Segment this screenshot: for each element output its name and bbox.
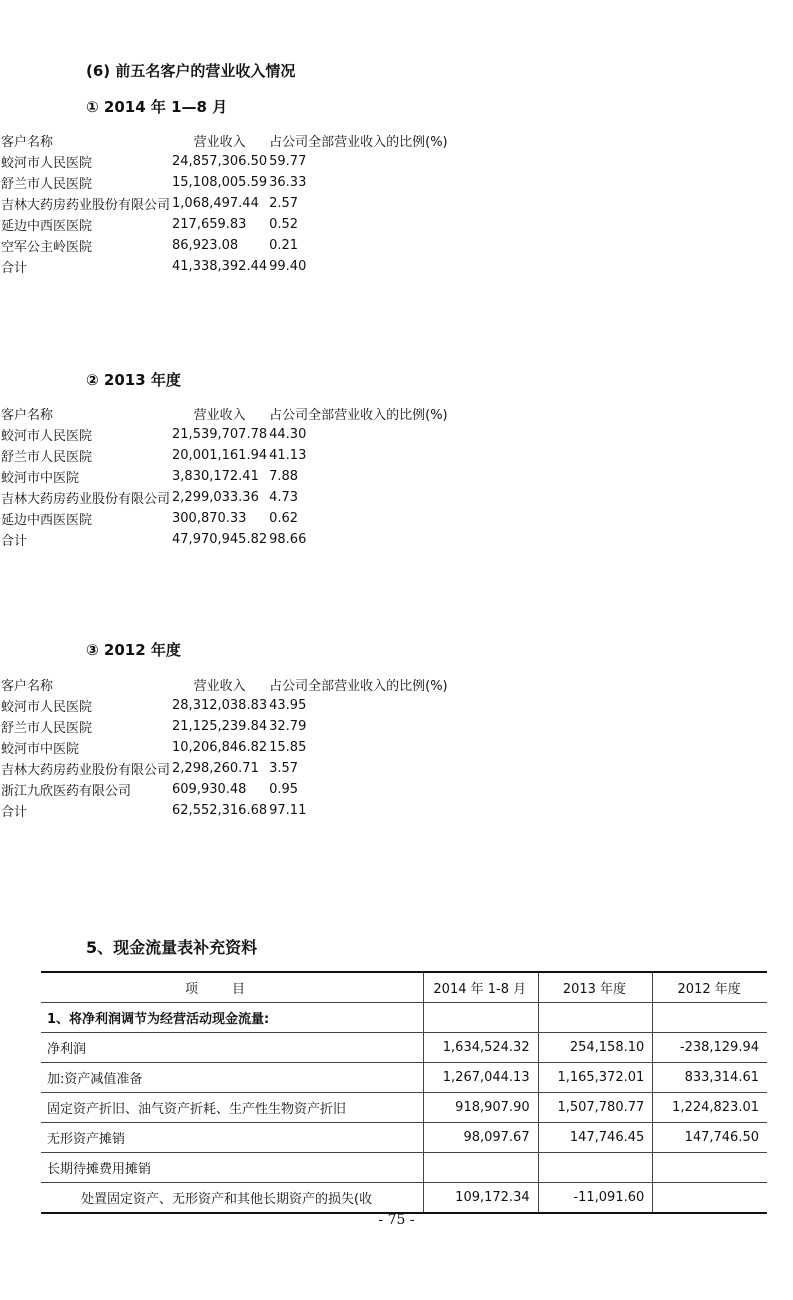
value-2013: 147,746.45 (538, 1123, 653, 1153)
header-item: 项目 (41, 972, 423, 1003)
customer-name: 吉林大药房药业股份有限公司 (1, 198, 171, 213)
header-2012: 2012 年度 (653, 972, 767, 1003)
customer-name: 蛟河市中医院 (1, 742, 80, 757)
customer-table-2012 (0, 674, 449, 821)
item-label: 1、将净利润调节为经营活动现金流量: (41, 1003, 423, 1033)
page-number: - 75 - (378, 1212, 415, 1228)
customer-name: 延边中西医医院 (1, 219, 93, 234)
header-revenue: 营业收入 (193, 135, 246, 150)
value-2012 (653, 1153, 767, 1183)
header-2014: 2014 年 1-8 月 (423, 972, 538, 1003)
table-row (41, 1093, 767, 1123)
value-2013: -11,091.60 (538, 1183, 653, 1214)
value-2012: 147,746.50 (653, 1123, 767, 1153)
header-customer: 客户名称 (1, 135, 54, 150)
customer-name: 吉林大药房药业股份有限公司 (1, 492, 171, 507)
table-row (0, 758, 449, 779)
customer-name: 蛟河市人民医院 (1, 700, 93, 715)
ratio-cell: 44.30 (269, 427, 307, 442)
table-row (0, 695, 449, 716)
value-2013 (538, 1153, 653, 1183)
revenue-cell: 3,830,172.41 (172, 469, 259, 484)
value-2012 (653, 1183, 767, 1214)
customer-name: 蛟河市中医院 (1, 471, 80, 486)
table-row (0, 424, 449, 445)
customer-name: 延边中西医医院 (1, 513, 93, 528)
header-ratio: 占公司全部营业收入的比例(%) (269, 679, 448, 694)
value-2014: 1,267,044.13 (423, 1063, 538, 1093)
table-row (41, 1153, 767, 1183)
customer-table-2014 (0, 130, 449, 277)
revenue-cell: 2,298,260.71 (172, 761, 259, 776)
value-2014: 1,634,524.32 (423, 1033, 538, 1063)
ratio-cell: 2.57 (269, 196, 299, 211)
total-revenue: 62,552,316.68 (172, 803, 268, 818)
header-ratio: 占公司全部营业收入的比例(%) (269, 135, 448, 150)
customer-name: 蛟河市人民医院 (1, 156, 93, 171)
item-label: 无形资产摊销 (41, 1123, 423, 1153)
ratio-cell: 4.73 (269, 490, 299, 505)
total-label: 合计 (1, 534, 28, 549)
cashflow-table (41, 971, 767, 1214)
value-2013: 1,165,372.01 (538, 1063, 653, 1093)
value-2012 (653, 1003, 767, 1033)
table-row (0, 779, 449, 800)
ratio-cell: 7.88 (269, 469, 299, 484)
table-header-row (0, 674, 449, 695)
value-2014: 918,907.90 (423, 1093, 538, 1123)
header-revenue: 营业收入 (193, 408, 246, 423)
total-row (0, 529, 449, 550)
value-2013: 1,507,780.77 (538, 1093, 653, 1123)
table-row (0, 508, 449, 529)
value-2014 (423, 1003, 538, 1033)
total-label: 合计 (1, 261, 28, 276)
table-row (0, 737, 449, 758)
total-label: 合计 (1, 805, 28, 820)
revenue-cell: 20,001,161.94 (172, 448, 268, 463)
customer-name: 空军公主岭医院 (1, 240, 93, 255)
total-ratio: 99.40 (269, 259, 307, 274)
header-ratio: 占公司全部营业收入的比例(%) (269, 408, 448, 423)
customer-name: 舒兰市人民医院 (1, 721, 93, 736)
revenue-cell: 10,206,846.82 (172, 740, 268, 755)
table-row (0, 487, 449, 508)
ratio-cell: 0.21 (269, 238, 299, 253)
period-title-2012: ③ 2012 年度 (86, 641, 181, 659)
revenue-cell: 15,108,005.59 (172, 175, 268, 190)
header-2013: 2013 年度 (538, 972, 653, 1003)
revenue-cell: 28,312,038.83 (172, 698, 268, 713)
customer-name: 吉林大药房药业股份有限公司 (1, 763, 171, 778)
table-row (0, 445, 449, 466)
item-label: 长期待摊费用摊销 (41, 1153, 423, 1183)
ratio-cell: 0.52 (269, 217, 299, 232)
table-header-row (0, 130, 449, 151)
ratio-cell: 15.85 (269, 740, 307, 755)
table-row (41, 1003, 767, 1033)
table-row (41, 1183, 767, 1214)
table-row (41, 1063, 767, 1093)
header-revenue: 营业收入 (193, 679, 246, 694)
period-title-2014: ① 2014 年 1—8 月 (86, 98, 228, 116)
table-row (41, 1123, 767, 1153)
table-row (0, 151, 449, 172)
table-row (0, 193, 449, 214)
revenue-cell: 21,539,707.78 (172, 427, 268, 442)
period-title-2013: ② 2013 年度 (86, 371, 181, 389)
customer-table-2013 (0, 403, 449, 550)
value-2014 (423, 1153, 538, 1183)
table-row (41, 1033, 767, 1063)
customer-name: 舒兰市人民医院 (1, 177, 93, 192)
customer-name: 蛟河市人民医院 (1, 429, 93, 444)
customer-name: 舒兰市人民医院 (1, 450, 93, 465)
value-2013 (538, 1003, 653, 1033)
item-label: 固定资产折旧、油气资产折耗、生产性生物资产折旧 (41, 1093, 423, 1123)
table-row (0, 235, 449, 256)
value-2014: 98,097.67 (423, 1123, 538, 1153)
item-label: 净利润 (41, 1033, 423, 1063)
table-row (0, 466, 449, 487)
revenue-cell: 2,299,033.36 (172, 490, 259, 505)
value-2014: 109,172.34 (423, 1183, 538, 1214)
value-2013: 254,158.10 (538, 1033, 653, 1063)
total-ratio: 98.66 (269, 532, 307, 547)
ratio-cell: 0.62 (269, 511, 299, 526)
revenue-cell: 24,857,306.50 (172, 154, 268, 169)
table-row (0, 214, 449, 235)
header-customer: 客户名称 (1, 408, 54, 423)
ratio-cell: 3.57 (269, 761, 299, 776)
ratio-cell: 59.77 (269, 154, 307, 169)
table-header-row (41, 972, 767, 1003)
value-2012: 833,314.61 (653, 1063, 767, 1093)
ratio-cell: 32.79 (269, 719, 307, 734)
ratio-cell: 43.95 (269, 698, 307, 713)
revenue-cell: 1,068,497.44 (172, 196, 259, 211)
total-ratio: 97.11 (269, 803, 307, 818)
table-row (0, 716, 449, 737)
total-row (0, 800, 449, 821)
ratio-cell: 0.95 (269, 782, 299, 797)
table-row (0, 172, 449, 193)
total-row (0, 256, 449, 277)
item-label: 处置固定资产、无形资产和其他长期资产的损失(收 (41, 1183, 423, 1214)
section-title: (6) 前五名客户的营业收入情况 (86, 62, 296, 80)
item-label: 加:资产减值准备 (41, 1063, 423, 1093)
value-2012: 1,224,823.01 (653, 1093, 767, 1123)
table-header-row (0, 403, 449, 424)
total-revenue: 47,970,945.82 (172, 532, 268, 547)
revenue-cell: 217,659.83 (172, 217, 247, 232)
ratio-cell: 36.33 (269, 175, 307, 190)
value-2012: -238,129.94 (653, 1033, 767, 1063)
customer-name: 浙江九欣医药有限公司 (1, 784, 132, 799)
total-revenue: 41,338,392.44 (172, 259, 268, 274)
revenue-cell: 21,125,239.84 (172, 719, 268, 734)
revenue-cell: 300,870.33 (172, 511, 247, 526)
cashflow-title: 5、现金流量表补充资料 (86, 938, 258, 957)
ratio-cell: 41.13 (269, 448, 307, 463)
revenue-cell: 609,930.48 (172, 782, 247, 797)
revenue-cell: 86,923.08 (172, 238, 239, 253)
header-customer: 客户名称 (1, 679, 54, 694)
